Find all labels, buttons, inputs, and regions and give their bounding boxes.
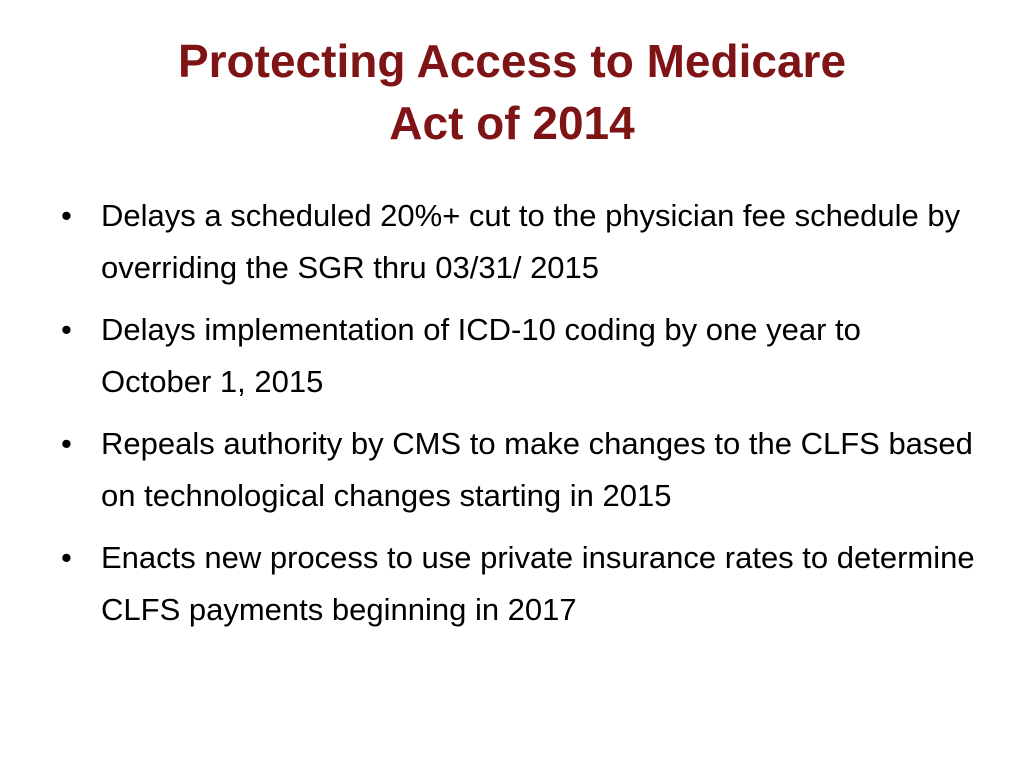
bullet-text: Delays a scheduled 20%+ cut to the physician fee schedule by overriding the SGR thru 03/31/ 2015 [101,198,961,285]
slide-title [60,30,964,154]
bullet-icon: • [61,540,72,575]
bullet-text: Repeals authority by CMS to make changes to the CLFS based on technological changes starting in 2015 [101,426,973,513]
title-line-1: Protecting Access to Medicare [177,35,847,87]
bullet-text: Delays implementation of ICD-10 coding by one year to October 1, 2015 [101,312,861,399]
bullet-icon: • [61,426,72,461]
title-line-2: Act of 2014 [389,97,635,149]
bullet-list [55,190,975,646]
bullet-icon: • [61,198,72,233]
bullet-text: Enacts new process to use private insurance rates to determine CLFS payments beginning in 2017 [101,540,975,627]
bullet-item [55,418,975,522]
bullet-item [55,304,975,408]
bullet-icon: • [61,312,72,347]
bullet-item [55,532,975,636]
bullet-item [55,190,975,294]
